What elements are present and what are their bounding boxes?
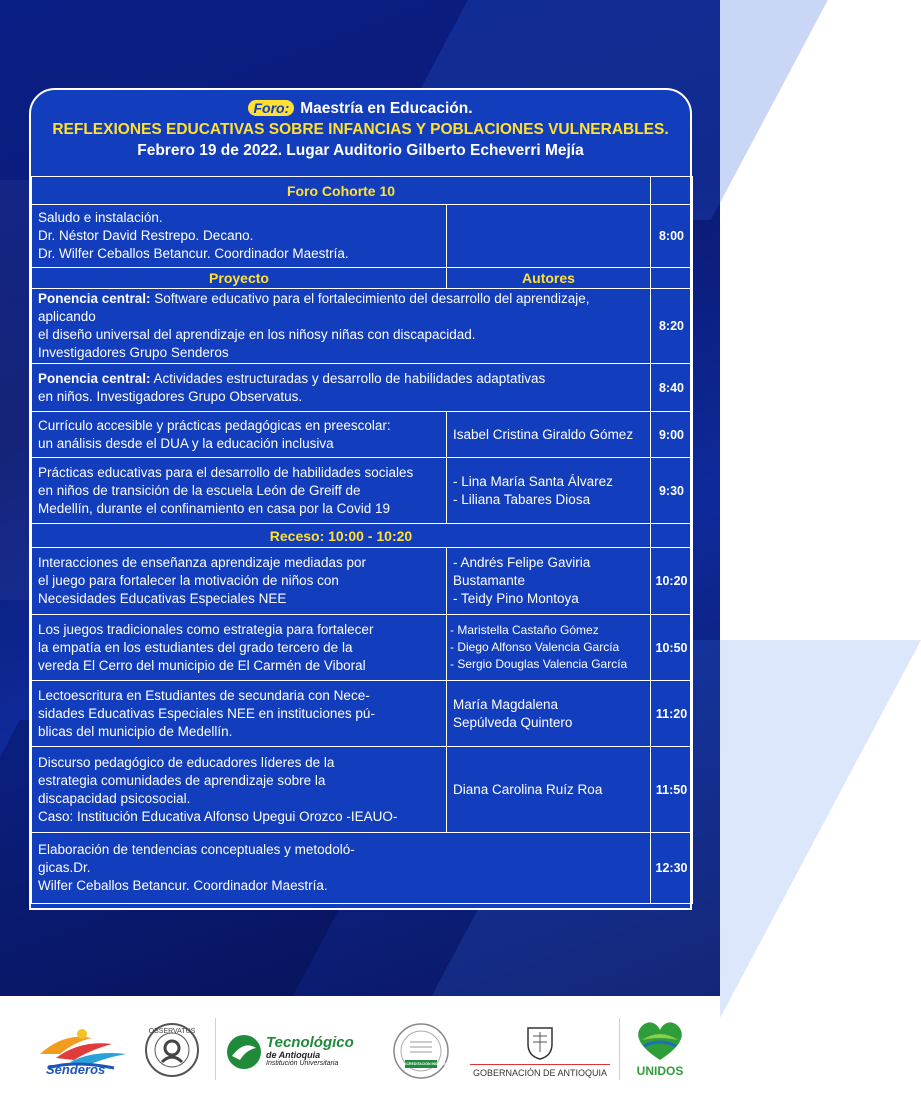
time-cell: 12:30 [651, 833, 693, 904]
author-name: - Maristella Castaño Gómez [450, 623, 599, 637]
author-name: - Lina María Santa Álvarez [453, 473, 613, 489]
plenary-text: Actividades estructuradas y desarrollo de habilidades adaptativas [150, 370, 546, 386]
tdea-inst: Institución Universitaria [266, 1060, 339, 1067]
plenary-label: Ponencia central: [38, 291, 151, 306]
accreditation-seal-icon [392, 1022, 459, 1080]
plenary-text: Investigadores Grupo Senderos [38, 345, 229, 360]
author-name: Isabel Cristina Giraldo Gómez [453, 426, 634, 442]
plenary-text: el diseño universal del aprendizaje en los niñosy niñas con discapacidad. [38, 327, 476, 342]
gobernacion-text: GOBERNACIÓN DE ANTIOQUIA [470, 1064, 610, 1078]
talk-title-line: Medellín, durante el confinamiento en casa por la Covid 19 [38, 500, 390, 516]
authors-cell [447, 615, 651, 681]
plenary-cell [32, 364, 651, 412]
time-cell: 9:00 [651, 412, 693, 458]
welcome-line: Dr. Néstor David Restrepo. Decano. [38, 228, 254, 243]
schedule-table [31, 176, 693, 904]
empty-cell [447, 205, 651, 268]
talk-title-line: Lectoescritura en Estudiantes de secundaria con Nece- [38, 687, 370, 703]
author-name: - Andrés Felipe Gaviria [453, 555, 591, 570]
table-row [32, 412, 693, 458]
talk-title-line: vereda El Cerro del municipio de El Carmén de Viboral [38, 657, 366, 673]
talk-title-line: la empatía en los estudiantes del grado tercero de la [38, 639, 353, 655]
empty-cell [651, 177, 693, 205]
event-title: REFLEXIONES EDUCATIVAS SOBRE INFANCIAS Y POBLACIONES VULNERABLES. [52, 121, 669, 138]
program-header [31, 90, 690, 176]
unidos-heart-icon [632, 1018, 688, 1062]
authors-cell [447, 548, 651, 615]
talk-title-line: Necesidades Educativas Especiales NEE [38, 591, 287, 606]
talk-title-line: Discurso pedagógico de educadores líderes de la [38, 754, 335, 770]
plenary-text: en niños. Investigadores Grupo Observatus. [38, 388, 303, 404]
event-date-place: Febrero 19 de 2022. Lugar Auditorio Gilberto Echeverri Mejía [137, 142, 584, 159]
header-line-1 [31, 98, 690, 119]
time-cell: 9:30 [651, 458, 693, 524]
author-name: - Liliana Tabares Diosa [453, 491, 591, 507]
table-row [32, 833, 693, 904]
column-header-project: Proyecto [32, 268, 447, 289]
talk-title-line: el juego para fortalecer la motivación de niños con [38, 573, 339, 588]
plenary-label: Ponencia central: [38, 370, 151, 386]
author-name: - Sergio Douglas Valencia García [450, 657, 628, 671]
logo-divider [619, 1018, 620, 1080]
talk-title-cell [32, 412, 447, 458]
table-row [32, 548, 693, 615]
welcome-line: Dr. Wilfer Ceballos Betancur. Coordinador Maestría. [38, 246, 349, 261]
closing-line: gicas.Dr. [38, 860, 91, 875]
talk-title-cell [32, 615, 447, 681]
authors-cell [447, 458, 651, 524]
author-name: - Teidy Pino Montoya [453, 591, 579, 606]
talk-title-line: un análisis desde el DUA y la educación inclusiva [38, 435, 334, 451]
talk-title-line: discapacidad psicosocial. [38, 790, 191, 806]
gobernacion-logo [470, 1024, 610, 1080]
table-row [32, 268, 693, 289]
sponsor-logos-footer [0, 996, 720, 1111]
empty-cell [651, 524, 693, 548]
time-cell: 11:50 [651, 747, 693, 833]
forum-badge: Foro: [248, 100, 294, 116]
table-row [32, 615, 693, 681]
authors-cell [447, 681, 651, 747]
talk-title-cell [32, 681, 447, 747]
closing-line: Elaboración de tendencias conceptuales y metodoló- [38, 842, 355, 857]
table-row [32, 458, 693, 524]
talk-title-line: blicas del municipio de Medellín. [38, 723, 233, 739]
authors-cell [447, 412, 651, 458]
authors-cell [447, 747, 651, 833]
time-cell: 8:40 [651, 364, 693, 412]
welcome-cell [32, 205, 447, 268]
plenary-text: Software educativo para el fortalecimiento del desarrollo del aprendizaje, aplicando [38, 291, 590, 324]
break-label: Receso: 10:00 - 10:20 [32, 524, 651, 548]
unidos-text: UNIDOS [636, 1064, 684, 1078]
unidos-logo [630, 1018, 690, 1082]
author-name: María Magdalena [453, 696, 559, 712]
author-name: Sepúlveda Quintero [453, 714, 573, 730]
observatus-logo-text: OBSERVATUS [148, 1028, 196, 1035]
talk-title-line: en niños de transición de la escuela León de Greiff de [38, 482, 361, 498]
author-name: - Diego Alfonso Valencia García [450, 640, 620, 654]
accreditation-seal [392, 1022, 459, 1080]
talk-title-cell [32, 548, 447, 615]
coat-of-arms-icon [525, 1024, 555, 1060]
tdea-emblem-icon [226, 1034, 262, 1070]
table-row [32, 177, 693, 205]
author-name: Bustamante [453, 573, 526, 588]
table-row [32, 289, 693, 364]
closing-line: Wilfer Ceballos Betancur. Coordinador Maestría. [38, 878, 328, 893]
senderos-logo-text: Senderos [46, 1062, 106, 1077]
talk-title-cell [32, 747, 447, 833]
table-row [32, 747, 693, 833]
observatus-logo [144, 1022, 200, 1082]
senderos-logo [34, 1024, 130, 1082]
table-row [32, 364, 693, 412]
author-name: Diana Carolina Ruíz Roa [453, 781, 603, 797]
time-cell: 8:00 [651, 205, 693, 268]
talk-title-line: Caso: Institución Educativa Alfonso Upegui Orozco -IEAUO- [38, 808, 398, 824]
column-header-authors: Autores [447, 268, 651, 289]
program-card [29, 88, 692, 910]
empty-cell [651, 268, 693, 289]
seal-text: ACREDITACIÓN INSTITUCIONAL [404, 1062, 459, 1066]
welcome-line: Saludo e instalación. [38, 210, 163, 225]
table-row [32, 681, 693, 747]
talk-title-cell [32, 458, 447, 524]
plenary-cell [32, 289, 651, 364]
closing-cell [32, 833, 651, 904]
talk-title-line: Los juegos tradicionales como estrategia para fortalecer [38, 621, 374, 637]
talk-title-line: sidades Educativas Especiales NEE en instituciones pú- [38, 705, 375, 721]
talk-title-line: estrategia comunidades de aprendizaje sobre la [38, 772, 326, 788]
talk-title-line: Prácticas educativas para el desarrollo de habilidades sociales [38, 464, 414, 480]
time-cell: 8:20 [651, 289, 693, 364]
tdea-logo [226, 1034, 386, 1070]
logo-divider [215, 1018, 216, 1080]
time-cell: 10:50 [651, 615, 693, 681]
table-row [32, 205, 693, 268]
talk-title-line: Interacciones de enseñanza aprendizaje mediadas por [38, 555, 366, 570]
talk-title-line: Currículo accesible y prácticas pedagógicas en preescolar: [38, 417, 391, 433]
cohort-title: Foro Cohorte 10 [32, 177, 651, 205]
time-cell: 11:20 [651, 681, 693, 747]
time-cell: 10:20 [651, 548, 693, 615]
tdea-sub: de Antioquia [266, 1050, 321, 1060]
table-row [32, 524, 693, 548]
header-program: Maestría en Educación. [300, 100, 473, 117]
tdea-name: Tecnológico [266, 1034, 354, 1051]
